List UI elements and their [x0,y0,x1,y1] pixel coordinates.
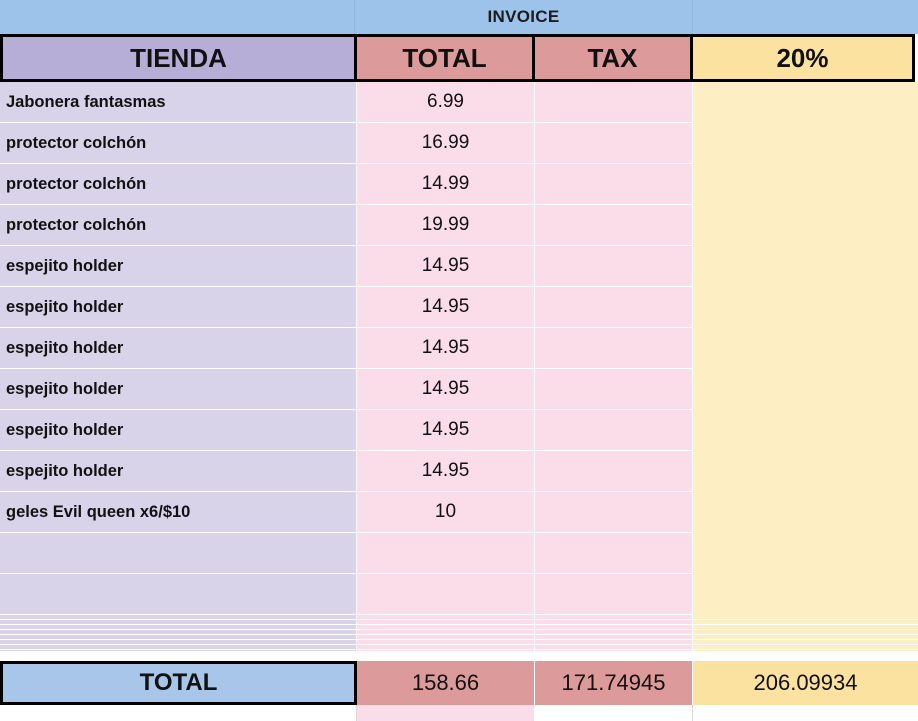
totals-row [0,661,918,705]
cell-item-tax[interactable] [535,328,693,369]
table-row [0,369,918,410]
cell-item-total[interactable]: 14.95 [357,287,535,328]
cell-item-percent[interactable] [693,451,918,492]
table-row [0,205,918,246]
cell-item-name[interactable]: geles Evil queen x6/$10 [0,492,357,533]
cell-item-total[interactable]: 19.99 [357,205,535,246]
cell-item-name[interactable]: protector colchón [0,164,357,205]
bottom-partial-row [0,705,918,721]
cell-item-total[interactable]: 16.99 [357,123,535,164]
column-header-percent[interactable]: 20% [690,34,915,82]
cell-item-percent[interactable] [693,164,918,205]
cell-item-name[interactable]: Jabonera fantasmas [0,82,357,123]
table-row [0,123,918,164]
cell-item-percent[interactable] [693,328,918,369]
cell-item-name[interactable]: espejito holder [0,246,357,287]
cell-item-name[interactable]: espejito holder [0,451,357,492]
invoice-title[interactable]: INVOICE [355,0,693,34]
column-header-total[interactable]: TOTAL [354,34,535,82]
cell-item-total[interactable]: 14.95 [357,410,535,451]
cell-item-percent[interactable] [693,82,918,123]
column-header-tax[interactable]: TAX [532,34,693,82]
row-spacer [0,651,918,661]
table-row [0,492,918,533]
bottom-partial-percent-cell[interactable] [693,705,918,721]
cell-item-percent[interactable] [693,123,918,164]
collapsed-band-name-column[interactable] [0,615,357,651]
cell-item-total[interactable]: 6.99 [357,82,535,123]
bottom-partial-tax-cell[interactable] [535,705,693,721]
table-row [0,287,918,328]
bottom-partial-total-cell[interactable] [357,705,535,721]
table-row [0,533,918,574]
cell-item-name[interactable] [0,574,357,615]
bottom-partial-name-cell[interactable] [0,705,357,721]
collapsed-band-total-column[interactable] [357,615,535,651]
cell-item-tax[interactable] [535,287,693,328]
collapsed-band-tax-column[interactable] [535,615,693,651]
cell-item-tax[interactable] [535,246,693,287]
cell-item-percent[interactable] [693,287,918,328]
cell-item-total[interactable] [357,574,535,615]
cell-item-name[interactable]: espejito holder [0,369,357,410]
table-header-row [0,34,918,82]
invoice-banner-row [0,0,918,34]
collapsed-band-percent-column[interactable] [693,615,918,651]
table-row [0,82,918,123]
cell-item-percent[interactable] [693,369,918,410]
cell-item-tax[interactable] [535,164,693,205]
cell-item-tax[interactable] [535,451,693,492]
cell-item-tax[interactable] [535,369,693,410]
cell-item-total[interactable]: 10 [357,492,535,533]
cell-item-tax[interactable] [535,533,693,574]
cell-item-tax[interactable] [535,410,693,451]
cell-item-percent[interactable] [693,574,918,615]
cell-item-name[interactable]: espejito holder [0,287,357,328]
table-row [0,574,918,615]
cell-item-percent[interactable] [693,246,918,287]
cell-item-total[interactable]: 14.95 [357,369,535,410]
cell-item-total[interactable]: 14.99 [357,164,535,205]
cell-item-name[interactable]: espejito holder [0,410,357,451]
table-row [0,164,918,205]
cell-item-percent[interactable] [693,205,918,246]
invoice-banner-right-cell[interactable] [693,0,918,34]
totals-tax-value[interactable]: 171.74945 [535,661,693,705]
table-row [0,451,918,492]
totals-total-value[interactable]: 158.66 [357,661,535,705]
table-row [0,410,918,451]
cell-item-name[interactable]: protector colchón [0,205,357,246]
cell-item-name[interactable]: protector colchón [0,123,357,164]
collapsed-rows-band[interactable] [0,615,918,651]
cell-item-tax[interactable] [535,123,693,164]
table-row [0,328,918,369]
totals-percent-value[interactable]: 206.09934 [693,661,918,705]
cell-item-percent[interactable] [693,492,918,533]
cell-item-percent[interactable] [693,410,918,451]
cell-item-total[interactable]: 14.95 [357,246,535,287]
cell-item-percent[interactable] [693,533,918,574]
column-header-tienda[interactable]: TIENDA [0,34,357,82]
cell-item-name[interactable] [0,533,357,574]
cell-item-tax[interactable] [535,82,693,123]
cell-item-tax[interactable] [535,574,693,615]
cell-item-total[interactable]: 14.95 [357,451,535,492]
totals-label[interactable]: TOTAL [0,661,357,705]
cell-item-name[interactable]: espejito holder [0,328,357,369]
cell-item-tax[interactable] [535,205,693,246]
invoice-banner-left-cell[interactable] [0,0,355,34]
cell-item-tax[interactable] [535,492,693,533]
cell-item-total[interactable]: 14.95 [357,328,535,369]
table-row [0,246,918,287]
cell-item-total[interactable] [357,533,535,574]
